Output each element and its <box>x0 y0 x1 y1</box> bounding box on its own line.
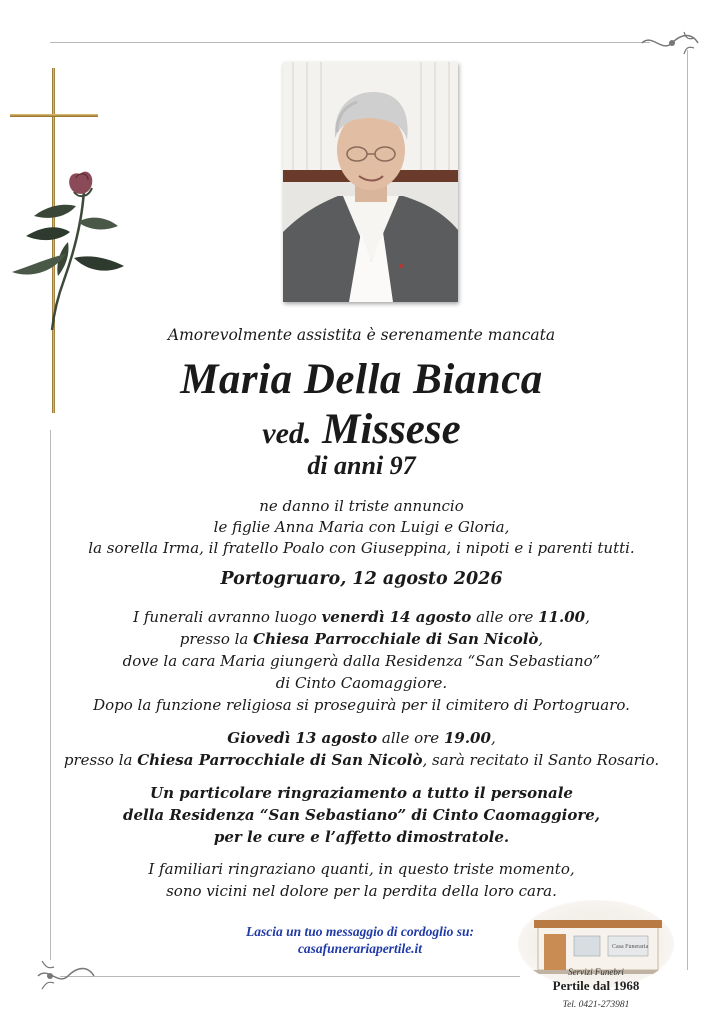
funeral-l1-at: alle ore <box>471 608 539 626</box>
deceased-name: Maria Della Bianca <box>180 356 543 403</box>
funeral-line-5: Dopo la funzione religiosa si proseguirà per il cimitero di Portogruaro. <box>93 696 630 714</box>
intro-text: Amorevolmente assistita è serenamente mancata <box>167 326 556 344</box>
thanks-line-2: della Residenza “San Sebastiano” di Cinto Caomaggiore, <box>122 806 601 824</box>
ved-prefix: ved. <box>262 417 312 450</box>
corner-ornament-bottom-left <box>36 955 96 991</box>
funeral-day: venerdì 14 agosto <box>321 608 472 626</box>
building-sign: Casa Funeraria <box>612 944 649 950</box>
funeral-line-2 <box>0 630 723 648</box>
place-date: Portogruaro, 12 agosto 2026 <box>220 569 503 589</box>
rose-icon <box>8 162 136 332</box>
age-text: di anni 97 <box>307 451 416 480</box>
gold-cross-horizontal <box>10 114 98 117</box>
rosary-line-2 <box>0 751 723 769</box>
thanks-line-3: per le cure e l’affetto dimostratole. <box>213 828 510 846</box>
rosary-day: Giovedì 13 agosto <box>227 729 378 747</box>
funeral-l1-text: I funerali avranno luogo <box>133 608 322 626</box>
rosary-l2-text: presso la <box>63 751 138 769</box>
condolence-link[interactable]: casafunerariapertile.it <box>297 941 423 956</box>
logo-title: Pertile dal 1968 <box>552 978 640 993</box>
family-line-3: la sorella Irma, il fratello Poalo con Giuseppina, i nipoti e i parenti tutti. <box>88 539 635 557</box>
rosary-at: alle ore <box>377 729 444 747</box>
rosary-line-1 <box>0 729 723 747</box>
frame-bottom-border <box>60 976 520 977</box>
funeral-line-1 <box>0 608 723 626</box>
funeral-l1-comma: , <box>585 608 590 626</box>
husband-surname: Missese <box>322 406 461 453</box>
funeral-line-4: di Cinto Caomaggiore. <box>275 674 448 692</box>
logo-phone: Tel. 0421-273981 <box>562 1000 630 1010</box>
family-thanks-line-2: sono vicini nel dolore per la perdita della loro cara. <box>166 882 557 900</box>
rosary-comma: , <box>490 729 496 747</box>
family-line-1: ne danno il triste annuncio <box>259 497 464 515</box>
funeral-l2-comma: , <box>538 630 544 648</box>
funeral-l2-text: presso la <box>179 630 254 648</box>
funeral-line-3: dove la cara Maria giungerà dalla Residenza “San Sebastiano” <box>122 652 601 670</box>
family-thanks-line-1: I familiari ringraziano quanti, in questo triste momento, <box>148 860 575 878</box>
funeral-church: Chiesa Parrocchiale di San Nicolò <box>253 630 539 648</box>
logo-subtitle: Servizi Funebri <box>568 967 624 977</box>
funeral-home-logo <box>512 896 680 1024</box>
corner-ornament-top-right <box>640 28 700 58</box>
condolence-prompt: Lascia un tuo messaggio di cordoglio su: <box>245 924 475 939</box>
funeral-time: 11.00 <box>538 608 586 626</box>
rosary-church: Chiesa Parrocchiale di San Nicolò <box>137 751 423 769</box>
widow-of-line <box>0 405 723 454</box>
family-line-2: le figlie Anna Maria con Luigi e Gloria, <box>213 518 510 536</box>
deceased-portrait <box>283 62 458 302</box>
thanks-line-1: Un particolare ringraziamento a tutto il personale <box>150 784 573 802</box>
frame-top-border <box>50 42 650 43</box>
rosary-l2-end: , sarà recitato il Santo Rosario. <box>422 751 660 769</box>
rosary-time: 19.00 <box>443 729 491 747</box>
